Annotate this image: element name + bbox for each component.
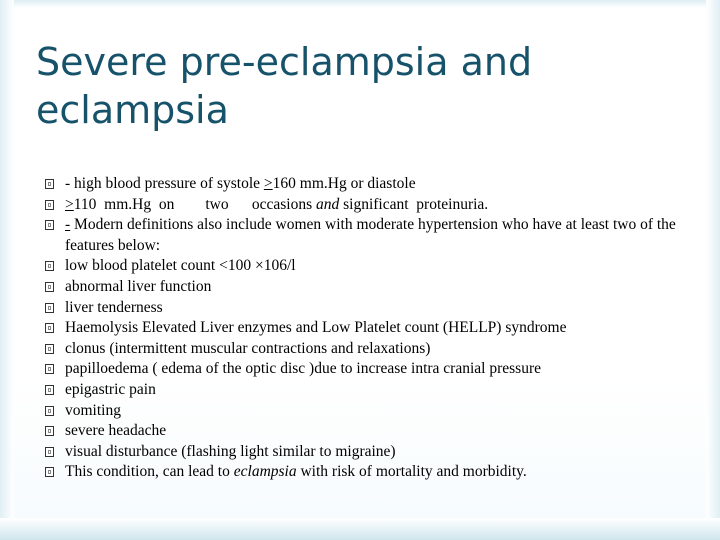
bullet-text: This condition, can lead to [65, 463, 234, 481]
bullet-emphasis: eclampsia [233, 463, 297, 481]
frame-top-border [0, 0, 720, 8]
square-bullet-icon [45, 364, 54, 374]
bullet-symbol: - [65, 216, 71, 234]
bullet-item [45, 421, 685, 442]
bullet-symbol: > [65, 195, 74, 213]
square-bullet-icon [45, 282, 54, 292]
bullet-text: low blood platelet count <100 ×106/l [65, 257, 296, 275]
bullet-text: with risk of mortality and morbidity. [296, 463, 527, 481]
bullet-text: clonus (intermittent muscular contractions and relaxations) [65, 339, 431, 357]
bullet-item [45, 215, 685, 256]
bullet-item [45, 380, 685, 401]
bullet-item [45, 359, 685, 380]
bullet-item [45, 339, 685, 360]
bullet-text: liver tenderness [65, 298, 163, 316]
square-bullet-icon [45, 447, 54, 457]
bullet-text: significant proteinuria. [339, 195, 489, 213]
bullet-text: 160 mm.Hg or diastole [272, 175, 416, 192]
bullet-item [45, 195, 685, 216]
square-bullet-icon [45, 344, 54, 354]
bullet-text: visual disturbance (flashing light similar to migraine) [65, 442, 396, 460]
bullet-text: vomiting [65, 401, 121, 419]
frame-right-border [706, 0, 720, 540]
square-bullet-icon [45, 261, 54, 271]
square-bullet-icon [45, 200, 54, 210]
bullet-text: - high blood pressure of systole [65, 175, 264, 192]
square-bullet-icon [45, 467, 54, 477]
bullet-text: 110 mm.Hg on two occasions [73, 195, 316, 213]
bullet-item [45, 256, 685, 277]
frame-left-border [0, 0, 14, 540]
bullet-item [45, 318, 685, 339]
bullet-emphasis: and [316, 195, 340, 213]
square-bullet-icon [45, 179, 54, 189]
slide-title: Severe pre-eclampsia and eclampsia [36, 40, 533, 132]
square-bullet-icon [45, 426, 54, 436]
bullet-item [45, 298, 685, 319]
square-bullet-icon [45, 303, 54, 313]
bullet-text: severe headache [65, 422, 167, 440]
bullet-item [45, 442, 685, 463]
bullet-text: papilloedema ( edema of the optic disc )due to increase intra cranial pressure [65, 360, 541, 378]
bullet-text: abnormal liver function [65, 277, 212, 295]
square-bullet-icon [45, 220, 54, 230]
bullet-item [45, 462, 685, 483]
bullet-text: Haemolysis Elevated Liver enzymes and Low Platelet count (HELLP) syndrome [65, 319, 567, 337]
bullet-item [45, 277, 685, 298]
bullet-item [45, 174, 685, 195]
bullet-list [45, 174, 685, 483]
frame-bottom-border [0, 518, 720, 540]
square-bullet-icon [45, 406, 54, 416]
bullet-text: epigastric pain [65, 380, 156, 398]
bullet-symbol: > [263, 175, 273, 192]
bullet-item [45, 401, 685, 422]
bullet-text: Modern definitions also include women with moderate hypertension who have at least two of the features below: [65, 216, 676, 254]
square-bullet-icon [45, 385, 54, 395]
square-bullet-icon [45, 323, 54, 333]
